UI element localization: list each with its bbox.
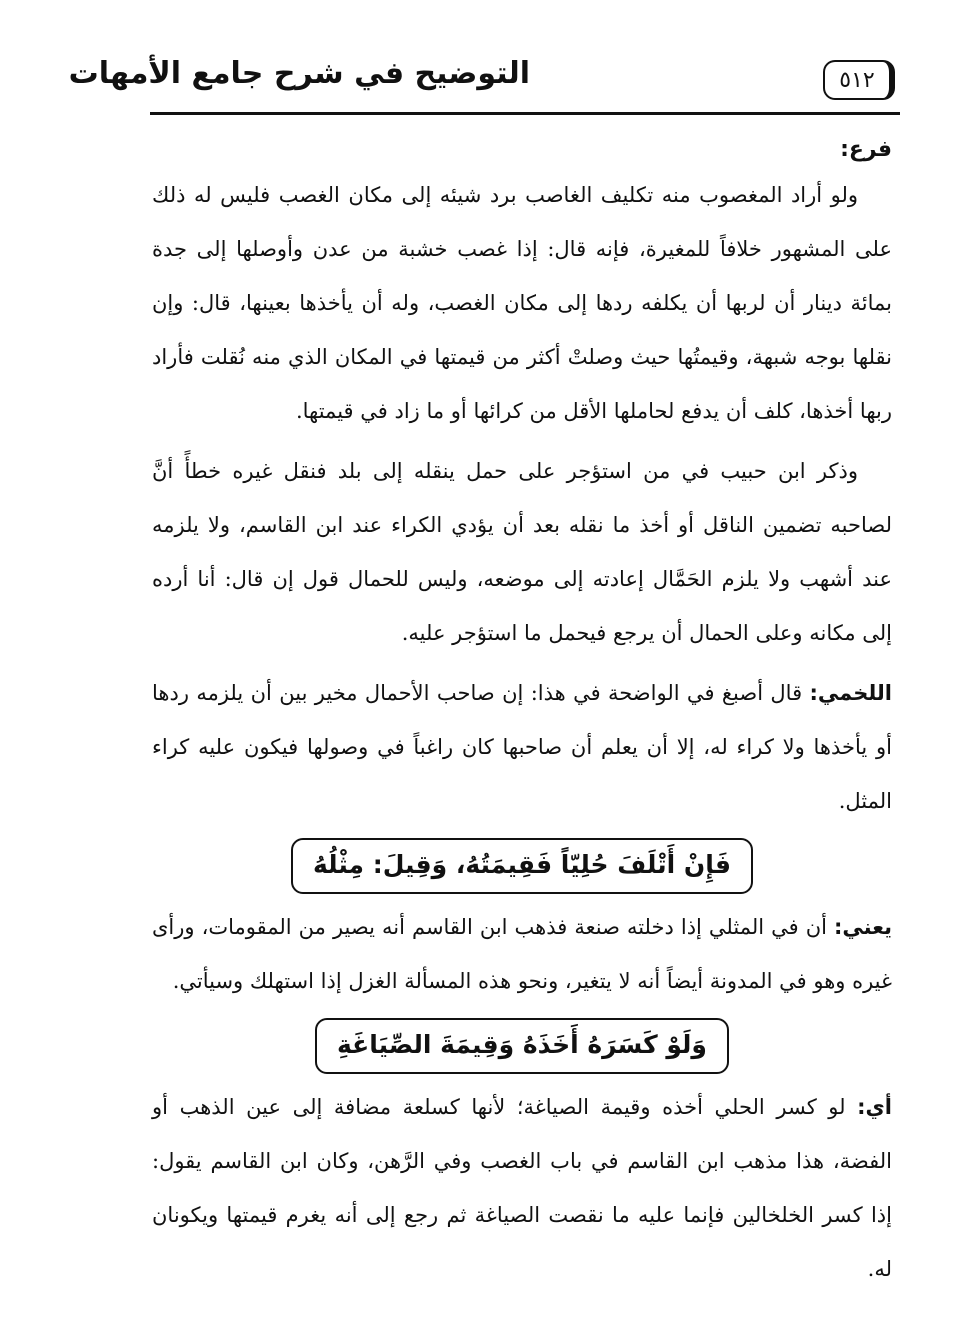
paragraph-3-text: قال أصبغ في الواضحة في هذا: إن صاحب الأحمال مخير بين أن يلزمه ردها أو يأخذها ولا كراء له، إلا أن يعلم أن صاحبها كان راغباً في وصولها فيكون عليه كراء المثل. — [152, 681, 892, 813]
header-rule — [150, 112, 900, 115]
section-subheading: فرع: — [840, 137, 892, 162]
matn-quote-2: وَلَوْ كَسَرَهُ أَخَذَهُ وَقِيمَةَ الصِّيَاغَةِ — [315, 1018, 729, 1074]
paragraph-2: وذكر ابن حبيب في من استؤجر على حمل ينقله إلى بلد فنقل غيره خطأً أنَّ لصاحبه تضمين الناقل أو أخذ ما نقله بعد أن يؤدي الكراء عند ابن القاسم، ولا يلزمه عند أشهب ولا يلزم الحَمَّال إعادته إلى موضعه، وليس للحمال قول إن قال: أنا أرده إلى مكانه وعلى الحمال أن يرجع فيحمل ما استؤجر عليه. — [152, 459, 892, 645]
running-title: التوضيح في شرح جامع الأمهات — [68, 56, 530, 91]
paragraph-5-label: أي: — [857, 1095, 892, 1119]
paragraph-4-text: أن في المثلي إذا دخلته صنعة فذهب ابن القاسم أنه يصير من المقومات، ورأى غيره وهو في المدونة أيضاً أنه لا يتغير، ونحو هذه المسألة الغزل إذا استهلك وسيأتي. — [152, 915, 892, 993]
paragraph-5-text: لو كسر الحلي أخذه وقيمة الصياغة؛ لأنها كسلعة مضافة إلى عين الذهب أو الفضة، هذا مذهب ابن القاسم في باب الغصب وفي الرَّهن، وكان ابن القاسم يقول: إذا كسر الخلخالين فإنما عليه ما نقصت الصياغة ثم رجع إلى أنه يغرم قيمتها ويكونان له. — [152, 1095, 892, 1281]
page-number: ٥١٢ — [823, 60, 895, 100]
paragraph-5 — [152, 1080, 892, 1296]
matn-quote-1: فَإِنْ أَتْلَفَ حُلِيّاً فَقِيمَتُهُ، وَقِيلَ: مِثْلُهُ — [291, 838, 753, 894]
page-header — [68, 48, 900, 118]
paragraph-3 — [152, 666, 892, 828]
paragraph-1: ولو أراد المغصوب منه تكليف الغاصب برد شيئه إلى مكان الغصب فليس له ذلك على المشهور خلافاً للمغيرة، فإنه قال: إذا غصب خشبة من عدن وأوصلها إلى جدة بمائة دينار أن لربها أن يكلفه ردها إلى مكان الغصب، وله أن يأخذها بعينها، قال: وإن نقلها بوجه شبهة، وقيمتُها حيث وصلتْ أكثر من قيمتها في المكان الذي منه نُقلت فأراد ربها أخذها، كلف أن يدفع لحاملها الأقل من كرائها أو ما زاد في قيمتها. — [152, 183, 892, 423]
matn-2-wrap — [152, 1018, 892, 1074]
paragraph-4-label: يعني: — [834, 915, 892, 939]
paragraph-3-label: اللخمي: — [809, 681, 892, 705]
paragraph-4 — [152, 900, 892, 1008]
page-body — [152, 128, 892, 1296]
matn-1-wrap — [152, 838, 892, 894]
